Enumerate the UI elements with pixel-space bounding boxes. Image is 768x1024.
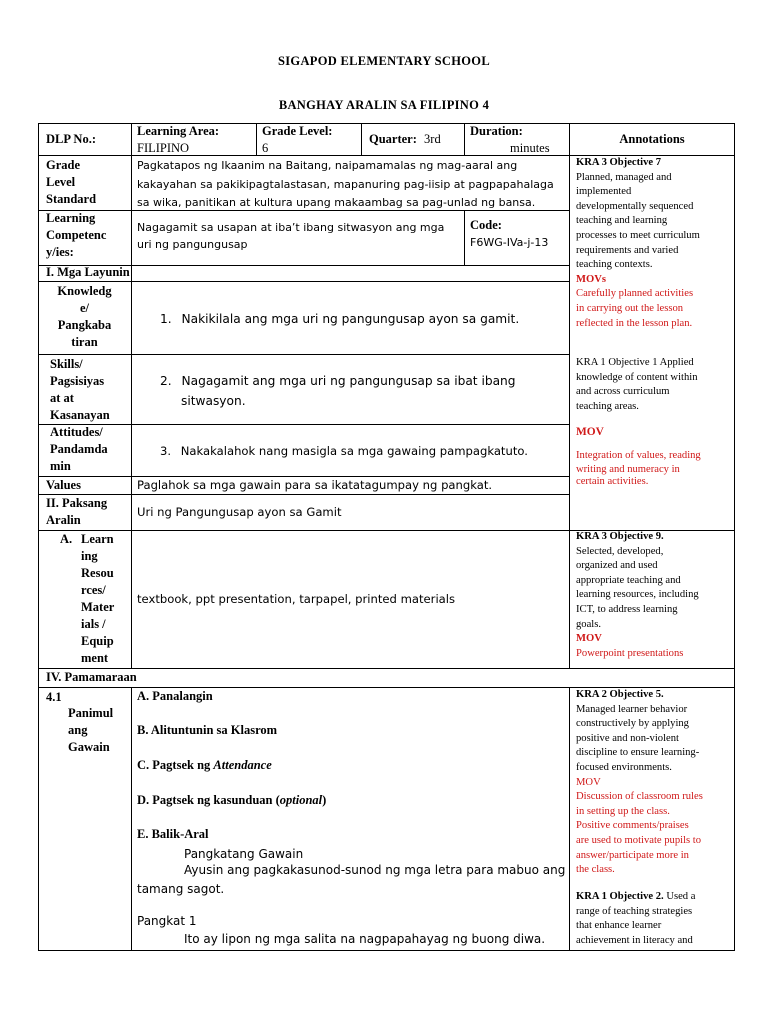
- quarter-cell: [369, 131, 463, 148]
- mov-label: MOV: [576, 633, 602, 645]
- step-alituntunin: B. Alituntunin sa Klasrom: [137, 723, 278, 737]
- grade-level-value: 6: [262, 141, 269, 155]
- annotation-line: positive and non-violent: [576, 732, 679, 744]
- annotation-kra3-obj9: [576, 530, 732, 661]
- mov-line: writing and numeracy in: [576, 463, 680, 475]
- label-line: Mater: [81, 600, 115, 614]
- label-line: Grade: [46, 158, 81, 172]
- list-number: 2.: [160, 374, 172, 388]
- text-line: Pagkatapos ng Ikaanim na Baitang, naipamamalas ng mag-aaral ang: [137, 159, 518, 172]
- annotation-line: learning resources, including: [576, 589, 699, 601]
- annotation-kra2-obj5: [576, 688, 732, 878]
- grid-line: [464, 210, 465, 265]
- code-value: F6WG-IVa-j-13: [470, 236, 549, 249]
- paksang-aralin-label: [46, 495, 130, 529]
- label-line: Level: [46, 175, 76, 189]
- knowledge-label: [38, 283, 131, 351]
- panimulang-gawain-label: [68, 705, 130, 756]
- section-layunin: I. Mga Layunin: [46, 265, 130, 279]
- grid-line: [464, 123, 465, 155]
- annotation-line: Planned, managed and: [576, 171, 672, 183]
- label-line: ang: [68, 723, 88, 737]
- annotation-line: Selected, developed,: [576, 545, 664, 557]
- label-line: Skills/: [50, 357, 83, 371]
- objective-text: Nakikilala ang mga uri ng pangungusap ayon sa gamit.: [181, 312, 520, 326]
- mov-line: the class.: [576, 864, 615, 876]
- grid-line: [38, 668, 735, 669]
- grade-level-standard-label: [46, 157, 130, 208]
- code-label: Code:: [470, 218, 502, 232]
- mov-line: Carefully planned activities: [576, 288, 694, 300]
- mov-line: Discussion of classroom rules: [576, 791, 703, 803]
- learning-resources-label: [81, 531, 131, 667]
- annotation-heading: KRA 3 Objective 9.: [576, 531, 664, 542]
- annotation-line: processes to meet curriculum: [576, 229, 700, 241]
- step-text: D. Pagtsek ng kasunduan (: [137, 793, 280, 807]
- label-line: Aralin: [46, 513, 81, 527]
- list-number: 3.: [160, 444, 172, 458]
- mov-line: answer/participate more in: [576, 849, 689, 861]
- grid-line: [38, 281, 570, 282]
- text-line: sa wika, panitikan at kultura upang makaambag sa pag-unlad ng bansa.: [137, 196, 536, 209]
- text-line: kakayahan sa pakikipagtalastasan, mapanuring pag-iisip at pagpapahalaga: [137, 177, 554, 191]
- annotation-line: KRA 1 Objective 1 Applied: [576, 357, 694, 368]
- learning-competency-label: [46, 210, 130, 261]
- annotation-line: constructively by applying: [576, 718, 689, 730]
- annotation-line: implemented: [576, 186, 632, 198]
- label-line: at at: [50, 391, 74, 405]
- annotation-heading: KRA 3 Objective 7: [576, 157, 662, 168]
- label-line: Panimul: [68, 706, 114, 720]
- annotation-heading: KRA 1 Objective 2.: [576, 891, 664, 902]
- text-line: Ayusin ang pagkakasunod-sunod ng mga letra para mabuo ang: [184, 863, 566, 877]
- label-line: e/: [79, 301, 90, 315]
- mov-label: MOV: [576, 426, 604, 439]
- step-kasunduan: [137, 792, 326, 809]
- annotation-line: teaching contexts.: [576, 259, 653, 271]
- mov-line: Powerpoint presentations: [576, 647, 684, 659]
- grid-line: [734, 123, 735, 950]
- label-line: Pangkaba: [57, 318, 112, 332]
- grid-line: [361, 123, 362, 155]
- mov-line: Positive comments/praises: [576, 820, 689, 832]
- step-text-italic: optional: [279, 793, 323, 807]
- learning-area-value: FILIPINO: [137, 141, 190, 155]
- label-line: Pandamda: [50, 442, 108, 456]
- label-line: Gawain: [68, 740, 110, 754]
- grid-line: [256, 123, 257, 155]
- label-line: Resou: [81, 566, 114, 580]
- list-number: 1.: [160, 312, 172, 326]
- resources-letter: A.: [60, 532, 73, 546]
- annotation-line: organized and used: [576, 560, 658, 572]
- step-text: C. Pagtsek ng: [137, 758, 214, 772]
- annotation-line: developmentally sequenced: [576, 200, 694, 212]
- label-line: rces/: [81, 583, 106, 597]
- paksang-aralin-text: Uri ng Pangungusap ayon sa Gamit: [137, 505, 342, 519]
- mov-line: are used to motivate pupils to: [576, 834, 702, 846]
- learning-competency-text: [137, 219, 462, 253]
- mov-label: MOVs: [576, 273, 607, 285]
- objective-knowledge: [160, 309, 565, 329]
- label-line: tiran: [71, 335, 98, 349]
- balik-aral-instruction: [137, 861, 567, 899]
- objective-text: Nagagamit ang mga uri ng pangungusap sa ibat ibang: [181, 374, 516, 388]
- annotation-line: goals.: [576, 618, 602, 630]
- grid-line: [569, 123, 570, 668]
- code-cell: [470, 217, 568, 251]
- annotation-line: ICT, to address learning: [576, 603, 678, 615]
- step-attendance: [137, 757, 272, 774]
- label-line: Competenc: [46, 228, 107, 242]
- step-balik-aral: E. Balik-Aral: [137, 827, 209, 841]
- annotation-line: teaching areas.: [576, 400, 639, 412]
- annotation-line: teaching and learning: [576, 215, 668, 227]
- dlp-no-label: DLP No.:: [46, 132, 96, 146]
- label-line: Equip: [81, 634, 114, 648]
- annotation-line: discipline to ensure learning-: [576, 747, 700, 759]
- label-line: Learn: [81, 532, 114, 546]
- annotation-line: and across curriculum: [576, 386, 670, 398]
- objective-text: sitwasyon.: [181, 394, 246, 408]
- duration-cell: [470, 123, 568, 157]
- pangkat-1-clue: Ito ay lipon ng mga salita na nagpapahayag ng buong diwa.: [184, 932, 546, 946]
- grade-level-label: Grade Level:: [262, 124, 333, 138]
- step-text-italic: Attendance: [213, 758, 272, 772]
- label-line: Attitudes/: [50, 425, 103, 439]
- label-line: ing: [81, 549, 98, 563]
- annotation-line: Managed learner behavior: [576, 703, 688, 715]
- grid-line: [38, 123, 39, 950]
- learning-resources-text: textbook, ppt presentation, tarpapel, printed materials: [137, 592, 456, 606]
- mov-line: reflected in the lesson plan.: [576, 317, 693, 329]
- grid-line: [38, 950, 735, 951]
- annotation-line: that enhance learner: [576, 920, 662, 932]
- objective-text: Nakakalahok nang masigla sa mga gawaing pampagkatuto.: [180, 444, 528, 458]
- mov-line: in setting up the class.: [576, 805, 670, 817]
- section-pamamaraan: IV. Pamamaraan: [46, 670, 137, 684]
- label-line: y/ies:: [46, 245, 74, 259]
- annotation-line: Used a: [663, 891, 696, 902]
- plan-title: BANGHAY ARALIN SA FILIPINO 4: [278, 98, 490, 112]
- mov-line: Integration of values, reading: [576, 449, 701, 461]
- step-text: ): [322, 793, 327, 807]
- mov-label: MOV: [576, 776, 601, 788]
- grid-line: [38, 354, 570, 355]
- annotation-line: knowledge of content within: [576, 371, 698, 383]
- label-line: min: [50, 459, 71, 473]
- label-line: Kasanayan: [50, 408, 110, 422]
- learning-area-label: Learning Area:: [137, 124, 220, 138]
- label-line: Pagsisiyas: [50, 374, 105, 388]
- objective-attitudes: [160, 441, 565, 461]
- values-label: Values: [46, 478, 81, 492]
- school-name: SIGAPOD ELEMENTARY SCHOOL: [278, 54, 490, 68]
- duration-value: minutes: [510, 141, 550, 155]
- annotation-heading: KRA 2 Objective 5.: [576, 689, 664, 700]
- mov-line: certain activities.: [576, 476, 649, 488]
- label-line: ment: [81, 651, 109, 665]
- grid-line: [131, 123, 132, 668]
- pangkat-1: Pangkat 1: [137, 914, 197, 928]
- attitudes-label: [50, 424, 130, 475]
- annotation-line: appropriate teaching and: [576, 574, 681, 586]
- annotation-line: requirements and varied: [576, 244, 679, 256]
- section-number: 4.1: [46, 690, 62, 704]
- quarter-label: Quarter:: [369, 132, 417, 146]
- annotation-kra1-obj1: [576, 356, 732, 489]
- values-text: Paglahok sa mga gawain para sa ikatatagumpay ng pangkat.: [137, 478, 493, 492]
- text-line: tamang sagot.: [137, 882, 225, 896]
- annotation-kra3-obj7: [576, 156, 732, 331]
- text-line: Nagagamit sa usapan at iba’t ibang sitwasyon ang mga: [137, 221, 445, 234]
- label-line: Learning: [46, 211, 96, 225]
- label-line: Knowledg: [57, 284, 112, 298]
- objective-skills: [160, 371, 565, 411]
- label-line: ials /: [81, 617, 106, 631]
- skills-label: [50, 356, 130, 424]
- grid-line: [131, 687, 132, 950]
- annotation-line: range of teaching strategies: [576, 905, 693, 917]
- learning-area-cell: [137, 123, 255, 157]
- text-line: uri ng pangungusap: [137, 238, 248, 251]
- annotation-line: achievement in literacy and: [576, 934, 693, 946]
- mov-line: in carrying out the lesson: [576, 302, 684, 314]
- step-panalangin: A. Panalangin: [137, 689, 213, 703]
- quarter-value: 3rd: [424, 132, 441, 146]
- label-line: Standard: [46, 192, 97, 206]
- grid-line: [569, 687, 570, 950]
- annotations-header: Annotations: [619, 132, 685, 146]
- label-line: II. Paksang: [46, 496, 108, 510]
- grade-level-standard-text: [137, 157, 567, 213]
- pangkatang-gawain: Pangkatang Gawain: [184, 847, 304, 861]
- grade-level-cell: [262, 123, 360, 157]
- annotation-line: focused environments.: [576, 761, 672, 773]
- duration-label: Duration:: [470, 124, 523, 138]
- annotation-kra1-obj2: [576, 890, 732, 948]
